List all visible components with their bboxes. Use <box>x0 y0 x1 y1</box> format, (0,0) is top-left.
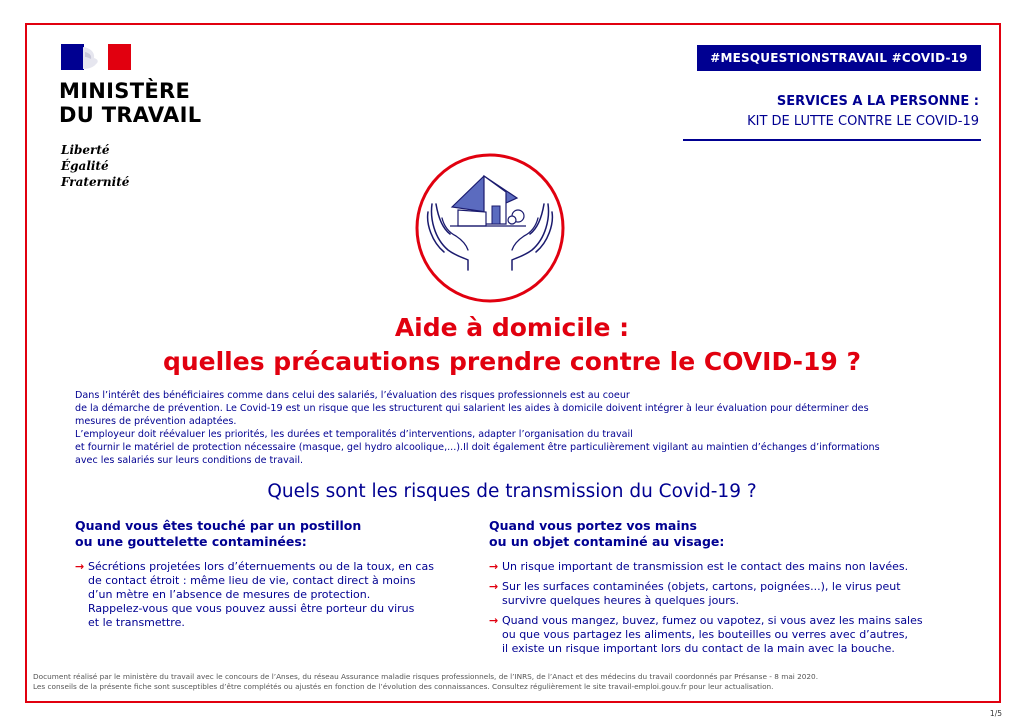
main-title-line1: Aide à domicile : <box>394 313 630 342</box>
heading-line: ou un objet contaminé au visage: <box>489 534 725 549</box>
bullet-line: Quand vous mangez, buvez, fumez ou vapotez, si vous avez les mains sales <box>502 614 923 627</box>
intro-line: Dans l’intérêt des bénéficiaires comme dans celui des salariés, l’évaluation des risques professionnels est au coeur <box>75 390 630 401</box>
left-column-heading <box>75 518 475 550</box>
main-title-line2: quelles précautions prendre contre le COVID-19 ? <box>162 347 862 376</box>
service-subtitle: KIT DE LUTTE CONTRE LE COVID-19 <box>747 114 979 129</box>
bullet-line: survivre quelques heures à quelques jours. <box>502 594 740 607</box>
service-title: SERVICES A LA PERSONNE : <box>776 94 979 109</box>
intro-line: de la démarche de prévention. Le Covid-19 est un risque que les structurent qui salarient les aides à domicile doivent intégrer à leur évaluation pour déterminer des <box>75 403 869 414</box>
intro-line: L’employeur doit réévaluer les priorités, les durées et temporalités d’interventions, adapter l’organisation du travail <box>75 429 633 440</box>
arrow-right-icon: → <box>489 560 499 573</box>
bullet-line: Sur les surfaces contaminées (objets, cartons, poignées...), le virus peut <box>502 580 901 593</box>
ministry-line1: MINISTÈRE <box>59 79 191 103</box>
bullet-line: et le transmettre. <box>88 616 185 629</box>
right-column-heading <box>489 518 959 550</box>
left-column <box>75 518 475 636</box>
right-column <box>489 518 959 662</box>
motto-egalite: Égalité <box>61 159 109 173</box>
arrow-right-icon: → <box>489 614 499 627</box>
heading-line: Quand vous portez vos mains <box>489 518 697 533</box>
list-item <box>489 560 959 574</box>
bullet-line: d’un mètre en l’absence de mesures de protection. <box>88 588 371 601</box>
heading-line: Quand vous êtes touché par un postillon <box>75 518 362 533</box>
header-divider <box>683 139 981 141</box>
section-title: Quels sont les risques de transmission du Covid-19 ? <box>267 481 757 502</box>
hashtag-banner: #MESQUESTIONSTRAVAIL #COVID-19 <box>697 45 981 71</box>
intro-paragraph <box>75 389 955 467</box>
list-item <box>489 580 959 608</box>
house-in-hands-icon <box>414 152 566 304</box>
bullet-line: Rappelez-vous que vous pouvez aussi être porteur du virus <box>88 602 415 615</box>
bullet-line: ou que vous partagez les aliments, les bouteilles ou verres avec d’autres, <box>502 628 908 641</box>
list-item <box>489 614 959 656</box>
footer-line: Document réalisé par le ministère du travail avec le concours de l’Anses, du réseau Assurance maladie risques professionnels, de l’INRS, de l’Anact et des médecins du travail coordonnés par Présanse - 8 mai 2020. <box>33 672 819 681</box>
footer-line: Les conseils de la présente fiche sont susceptibles d’être complétés ou ajustés en fonction de l’évolution des connaissances. Consultez régulièrement le site travail-emploi.gouv.fr pour leur actualisation. <box>33 682 774 691</box>
heading-line: ou une gouttelette contaminées: <box>75 534 307 549</box>
ministry-line2: DU TRAVAIL <box>59 103 202 127</box>
list-item <box>75 560 475 630</box>
footer-note <box>33 672 973 692</box>
motto-fraternite: Fraternité <box>61 175 130 189</box>
page-number: 1/5 <box>989 709 1002 718</box>
ministry-name <box>59 79 201 127</box>
marianne-logo <box>61 44 131 70</box>
intro-line: et fournir le matériel de protection nécessaire (masque, gel hydro alcoolique,...).Il doit également être particulièrement vigilant au maintien d’échanges d’informations <box>75 442 880 453</box>
bullet-line: Sécrétions projetées lors d’éternuements ou de la toux, en cas <box>88 560 434 573</box>
bullet-line: il existe un risque important lors du contact de la main avec la bouche. <box>502 642 895 655</box>
bullet-line: de contact étroit : même lieu de vie, contact direct à moins <box>88 574 416 587</box>
arrow-right-icon: → <box>75 560 85 573</box>
intro-line: avec les salariés sur leurs conditions de travail. <box>75 455 304 466</box>
republic-motto <box>61 142 129 190</box>
motto-liberte: Liberté <box>61 143 110 157</box>
intro-line: mesures de prévention adaptées. <box>75 416 237 427</box>
bullet-line: Un risque important de transmission est le contact des mains non lavées. <box>502 560 909 573</box>
arrow-right-icon: → <box>489 580 499 593</box>
